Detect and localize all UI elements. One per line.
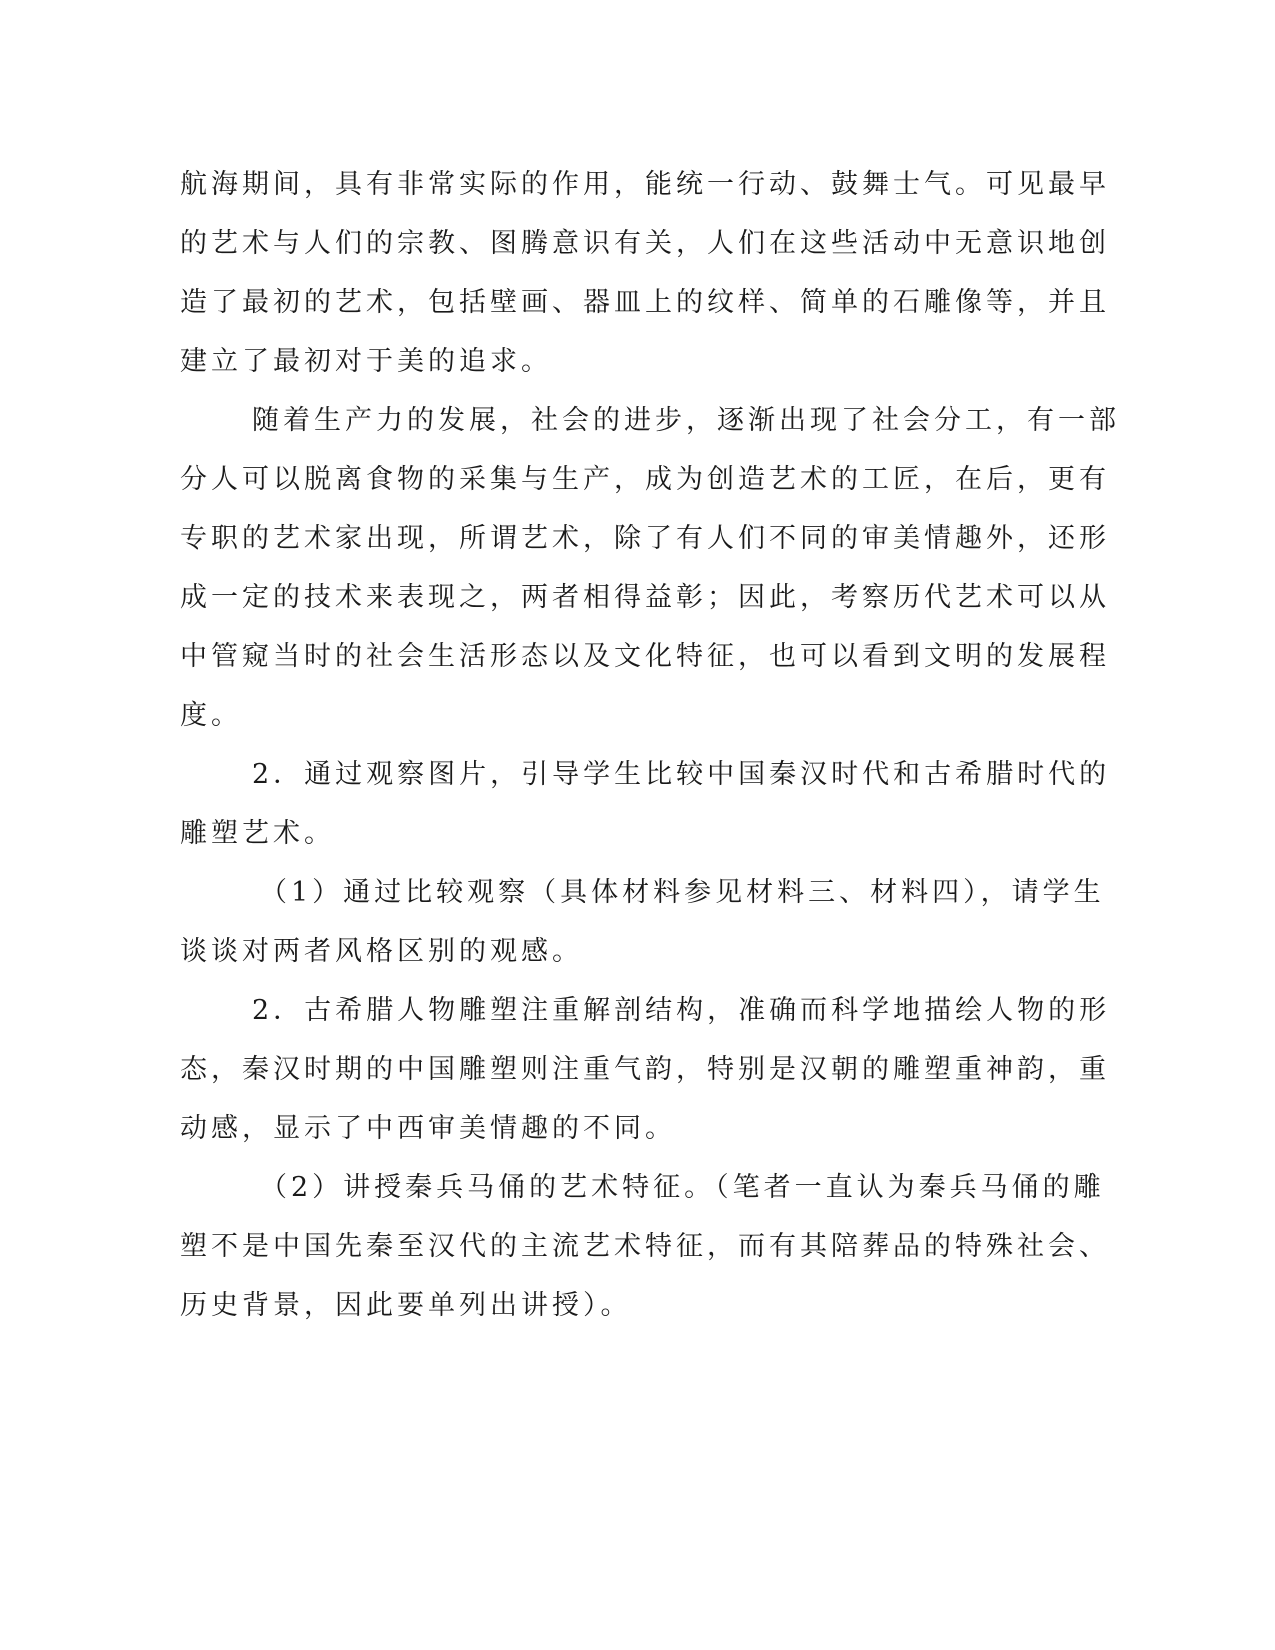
paragraph-line: 历史背景，因此要单列出讲授）。: [180, 1290, 632, 1321]
paragraph-line: 2．古希腊人物雕塑注重解剖结构，准确而科学地描绘人物的形: [252, 995, 1111, 1026]
paragraph-5: [180, 981, 1111, 1158]
paragraph-line: 度。: [180, 700, 242, 731]
paragraph-line: 塑不是中国先秦至汉代的主流艺术特征，而有其陪葬品的特殊社会、: [180, 1231, 1110, 1262]
paragraph-line: 态，秦汉时期的中国雕塑则注重气韵，特别是汉朝的雕塑重神韵，重: [180, 1054, 1110, 1085]
paragraph-line: 雕塑艺术。: [180, 818, 335, 849]
document-body: [180, 155, 1120, 1335]
paragraph-line: 2．通过观察图片，引导学生比较中国秦汉时代和古希腊时代的: [252, 759, 1111, 790]
paragraph-line: 随着生产力的发展，社会的进步，逐渐出现了社会分工，有一部: [252, 405, 1120, 436]
paragraph-line: 中管窥当时的社会生活形态以及文化特征，也可以看到文明的发展程: [180, 641, 1110, 672]
paragraph-2: [180, 391, 1120, 745]
paragraph-4: [180, 863, 1105, 981]
paragraph-line: 建立了最初对于美的追求。: [180, 346, 552, 377]
paragraph-line: 成一定的技术来表现之，两者相得益彰；因此，考察历代艺术可以从: [180, 582, 1110, 613]
paragraph-line: 造了最初的艺术，包括壁画、器皿上的纹样、简单的石雕像等，并且: [180, 287, 1110, 318]
paragraph-line: 专职的艺术家出现，所谓艺术，除了有人们不同的审美情趣外，还形: [180, 523, 1110, 554]
paragraph-line: 动感，显示了中西审美情趣的不同。: [180, 1113, 676, 1144]
paragraph-3: [180, 745, 1111, 863]
paragraph-line: （1）通过比较观察（具体材料参见材料三、材料四），请学生: [260, 877, 1105, 908]
paragraph-line: （2）讲授秦兵马俑的艺术特征。（笔者一直认为秦兵马俑的雕: [260, 1172, 1105, 1203]
paragraph-line: 的艺术与人们的宗教、图腾意识有关，人们在这些活动中无意识地创: [180, 228, 1110, 259]
paragraph-line: 谈谈对两者风格区别的观感。: [180, 936, 583, 967]
paragraph-line: 分人可以脱离食物的采集与生产，成为创造艺术的工匠，在后，更有: [180, 464, 1110, 495]
paragraph-1: [180, 155, 1110, 391]
paragraph-6: [180, 1158, 1110, 1335]
paragraph-line: 航海期间，具有非常实际的作用，能统一行动、鼓舞士气。可见最早: [180, 169, 1110, 200]
